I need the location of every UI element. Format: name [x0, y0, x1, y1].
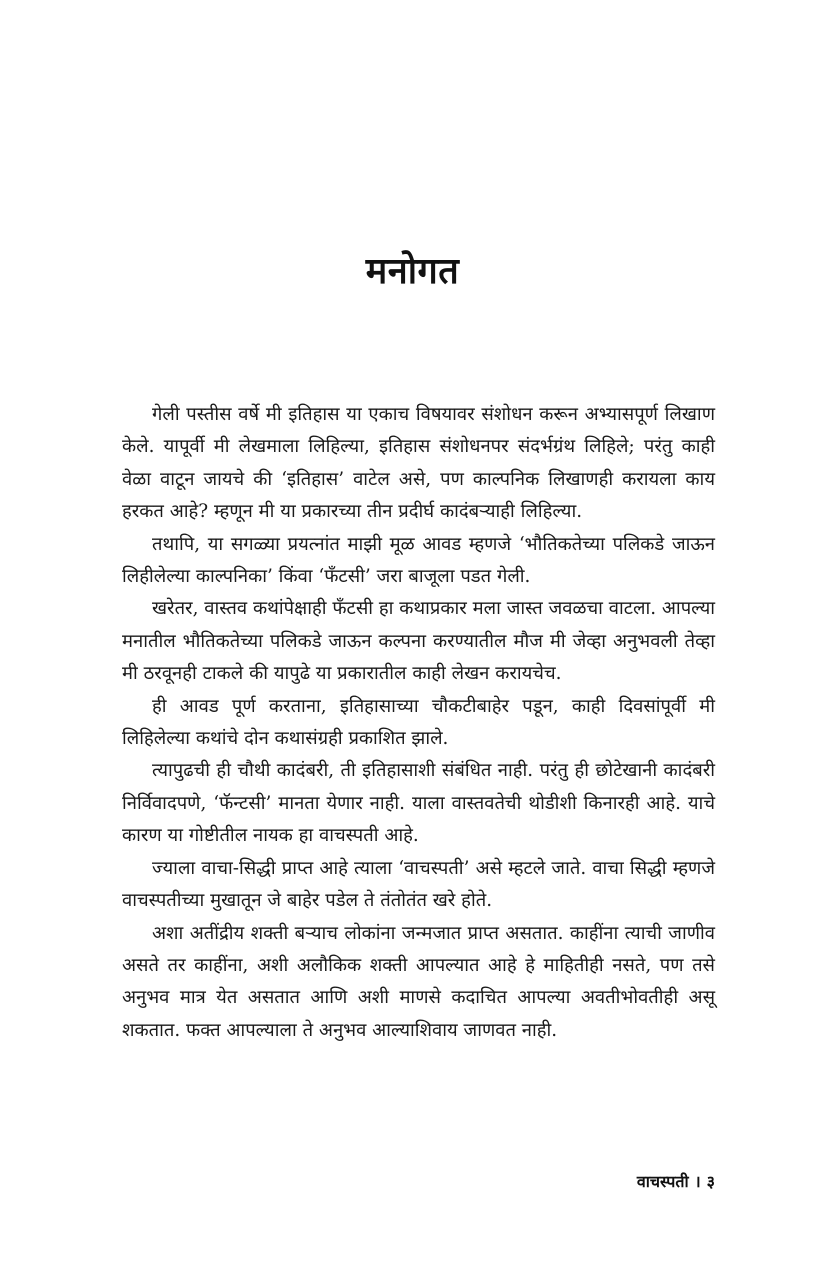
- body-text: [122, 399, 715, 1047]
- running-title: वाचस्पती: [636, 1172, 689, 1191]
- footer-separator: ।: [694, 1172, 701, 1191]
- paragraph: ज्याला वाचा-सिद्धी प्राप्त आहे त्याला ‘वाचस्पती’ असे म्हटले जाते. वाचा सिद्धी म्हणजे वाचस्पतीच्या मुखातून जे बाहेर पडेल ते तंतोतंत खरे होते.: [122, 857, 715, 912]
- page-title: मनोगत: [365, 251, 460, 292]
- paragraph: गेली पस्तीस वर्षे मी इतिहास या एकाच विषयावर संशोधन करून अभ्यासपूर्ण लिखाण केले. यापूर्वी मी लेखमाला लिहिल्या, इतिहास संशोधनपर संदर्भग्रंथ लिहिले; परंतु काही वेळा वाटून जायचे की ‘इतिहास’ वाटेल असे, पण काल्पनिक लिखाणही करायला काय हरकत आहे? म्हणून मी या प्रकारच्या तीन प्रदीर्घ कादंबऱ्याही लिहिल्या.: [122, 404, 715, 523]
- paragraph: खरेतर, वास्तव कथांपेक्षाही फँटसी हा कथाप्रकार मला जास्त जवळचा वाटला. आपल्या मनातील भौतिकतेच्या पलिकडे जाऊन कल्पना करण्यातील मौज मी जेव्हा अनुभवली तेव्हा मी ठरवूनही टाकले की यापुढे या प्रकारातील काही लेखन करायचेच.: [122, 598, 715, 685]
- paragraph: तथापि, या सगळ्या प्रयत्नांत माझी मूळ आवड म्हणजे ‘भौतिकतेच्या पलिकडे जाऊन लिहीलेल्या काल्पनिका’ किंवा ‘फँटसी’ जरा बाजूला पडत गेली.: [122, 533, 715, 588]
- page-footer: [637, 1170, 715, 1194]
- paragraph: ही आवड पूर्ण करताना, इतिहासाच्या चौकटीबाहेर पडून, काही दिवसांपूर्वी मी लिहिलेल्या कथांचे दोन कथासंग्रही प्रकाशित झाले.: [122, 695, 715, 750]
- paragraph: अशा अतींद्रीय शक्ती बऱ्याच लोकांना जन्मजात प्राप्त असतात. काहींना त्याची जाणीव असते तर काहींना, अशी अलौकिक शक्ती आपल्यात आहे हे माहितीही नसते, पण तसे अनुभव मात्र येत असतात आणि अशी माणसे कदाचित आपल्या अवतीभोवतीही असू शकतात. फक्त आपल्याला ते अनुभव आल्याशिवाय जाणवत नाही.: [122, 922, 715, 1041]
- page-number: ३: [706, 1172, 715, 1191]
- paragraph: त्यापुढची ही चौथी कादंबरी, ती इतिहासाशी संबंधित नाही. परंतु ही छोटेखानी कादंबरी निर्विवादपणे, ‘फॅन्टसी’ मानता येणार नाही. याला वास्तवतेची थोडीशी किनारही आहे. याचे कारण या गोष्टीतील नायक हा वाचस्पती आहे.: [122, 760, 715, 847]
